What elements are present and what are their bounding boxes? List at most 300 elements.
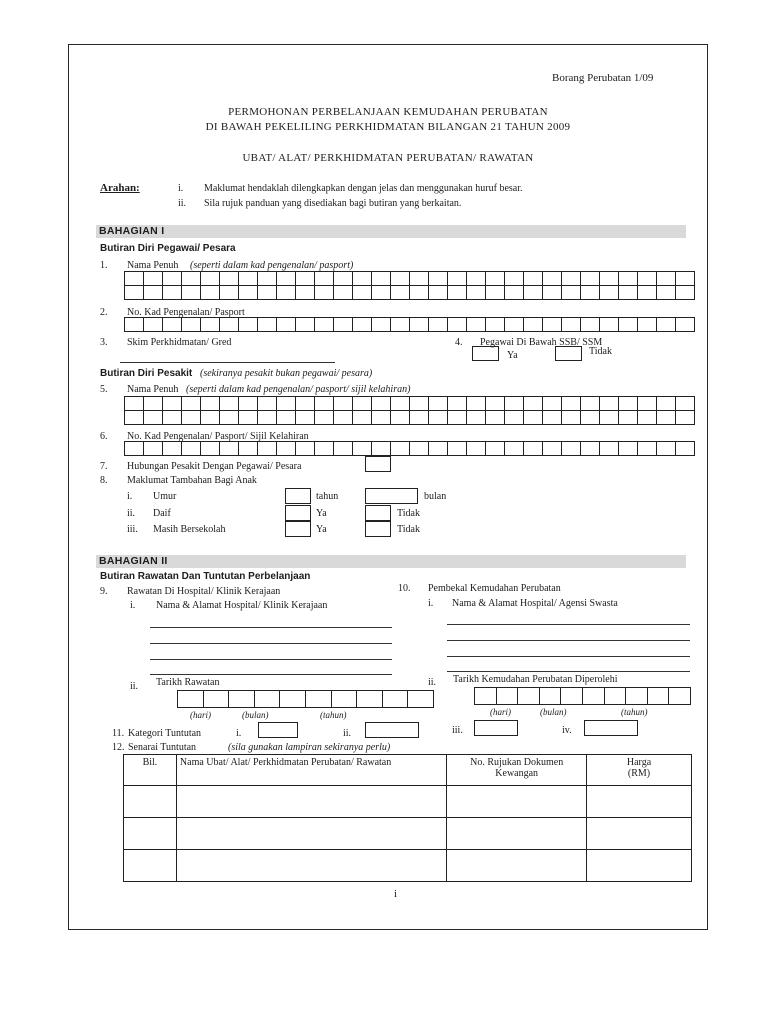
char-cell[interactable] (125, 272, 144, 286)
char-cell[interactable] (562, 286, 581, 300)
char-cell[interactable] (258, 286, 277, 300)
q12-hint: (sila gunakan lampiran sekiranya perlu) (228, 742, 391, 753)
char-cell[interactable] (182, 318, 201, 332)
age-years-box[interactable] (285, 488, 311, 504)
char-cell[interactable] (505, 286, 524, 300)
date-month-label: (bulan) (540, 707, 567, 717)
char-cell[interactable] (334, 442, 353, 456)
char-cell[interactable] (524, 411, 543, 425)
table-header-row (124, 755, 692, 786)
q8-label: Maklumat Tambahan Bagi Anak (127, 475, 257, 486)
char-cell[interactable] (543, 286, 562, 300)
instruction-text: Sila rujuk panduan yang disediakan bagi butiran yang berkaitan. (204, 198, 462, 209)
table-cell[interactable] (176, 850, 446, 882)
char-cell[interactable] (144, 286, 163, 300)
q10-label: Pembekal Kemudahan Perubatan (428, 583, 561, 594)
char-cell[interactable] (676, 286, 695, 300)
char-cell[interactable] (125, 318, 144, 332)
schooling-yes-checkbox[interactable] (285, 521, 311, 537)
q7-label: Hubungan Pesakit Dengan Pegawai/ Pesara (127, 461, 302, 472)
char-cell[interactable] (505, 442, 524, 456)
instructions-label: Arahan: (100, 182, 140, 194)
char-cell[interactable] (220, 318, 239, 332)
table-cell[interactable] (124, 850, 177, 882)
char-cell[interactable] (220, 411, 239, 425)
char-cell[interactable] (372, 318, 391, 332)
char-cell[interactable] (467, 411, 486, 425)
char-cell[interactable] (543, 318, 562, 332)
char-cell[interactable] (255, 691, 281, 708)
schooling-yes-label: Ya (316, 524, 327, 535)
char-cell[interactable] (543, 397, 562, 411)
q9-i-num: i. (130, 600, 136, 611)
char-cell[interactable] (277, 318, 296, 332)
q9-label: Rawatan Di Hospital/ Klinik Kerajaan (127, 586, 281, 597)
char-cell[interactable] (334, 286, 353, 300)
officer-name-grid[interactable] (124, 271, 695, 300)
char-cell[interactable] (201, 411, 220, 425)
category-ii-checkbox[interactable] (365, 722, 419, 738)
char-cell[interactable] (657, 442, 676, 456)
char-cell[interactable] (391, 272, 410, 286)
char-cell[interactable] (486, 272, 505, 286)
char-cell[interactable] (638, 442, 657, 456)
char-cell[interactable] (619, 286, 638, 300)
char-cell[interactable] (626, 688, 648, 705)
private-provider-line[interactable] (447, 656, 690, 657)
table-row (124, 850, 692, 882)
char-cell[interactable] (391, 397, 410, 411)
char-cell[interactable] (144, 318, 163, 332)
char-cell[interactable] (448, 442, 467, 456)
char-cell[interactable] (353, 442, 372, 456)
char-cell[interactable] (280, 691, 306, 708)
officer-heading: Butiran Diri Pegawai/ Pesara (100, 243, 236, 254)
char-cell[interactable] (648, 688, 670, 705)
char-cell[interactable] (505, 318, 524, 332)
char-cell[interactable] (581, 318, 600, 332)
q12-label: Senarai Tuntutan (128, 742, 197, 753)
char-cell[interactable] (475, 688, 497, 705)
char-cell[interactable] (125, 397, 144, 411)
char-cell[interactable] (467, 286, 486, 300)
char-cell[interactable] (372, 442, 391, 456)
char-cell[interactable] (619, 411, 638, 425)
char-cell[interactable] (410, 411, 429, 425)
char-cell[interactable] (315, 286, 334, 300)
form-title-line2: DI BAWAH PEKELILING PERKHIDMATAN BILANGAN 21 TAHUN 2009 (205, 121, 571, 133)
char-cell[interactable] (201, 397, 220, 411)
char-cell[interactable] (448, 397, 467, 411)
char-cell[interactable] (372, 286, 391, 300)
char-cell[interactable] (657, 397, 676, 411)
officer-ic-grid[interactable] (124, 317, 695, 332)
char-cell[interactable] (486, 411, 505, 425)
char-cell[interactable] (334, 318, 353, 332)
char-cell[interactable] (543, 442, 562, 456)
char-cell[interactable] (163, 318, 182, 332)
char-cell[interactable] (201, 272, 220, 286)
char-cell[interactable] (600, 272, 619, 286)
char-cell[interactable] (669, 688, 691, 705)
char-cell[interactable] (638, 397, 657, 411)
char-cell[interactable] (239, 442, 258, 456)
char-cell[interactable] (543, 272, 562, 286)
q1-label: Nama Penuh (127, 260, 179, 271)
char-cell[interactable] (524, 286, 543, 300)
instruction-num: i. (178, 183, 184, 194)
char-cell[interactable] (277, 442, 296, 456)
category-iv-checkbox[interactable] (584, 720, 638, 736)
char-cell[interactable] (619, 442, 638, 456)
char-cell[interactable] (296, 286, 315, 300)
table-row (124, 786, 692, 818)
char-cell[interactable] (581, 411, 600, 425)
char-cell[interactable] (410, 318, 429, 332)
char-cell[interactable] (562, 272, 581, 286)
char-cell[interactable] (163, 442, 182, 456)
char-cell[interactable] (258, 442, 277, 456)
char-cell[interactable] (391, 286, 410, 300)
form-title-line1: PERMOHONAN PERBELANJAAN KEMUDAHAN PERUBATAN (228, 106, 548, 118)
char-cell[interactable] (353, 411, 372, 425)
q8-item-label: Umur (153, 491, 177, 502)
char-cell[interactable] (540, 688, 562, 705)
char-cell[interactable] (239, 318, 258, 332)
char-cell[interactable] (467, 272, 486, 286)
claims-table (123, 754, 692, 882)
char-cell[interactable] (391, 411, 410, 425)
patient-ic-grid[interactable] (124, 441, 695, 456)
char-cell[interactable] (429, 397, 448, 411)
char-cell[interactable] (353, 318, 372, 332)
disabled-no-label: Tidak (397, 508, 420, 519)
char-cell[interactable] (448, 411, 467, 425)
char-cell[interactable] (201, 286, 220, 300)
char-cell[interactable] (220, 286, 239, 300)
char-cell[interactable] (125, 442, 144, 456)
char-cell[interactable] (353, 272, 372, 286)
char-cell[interactable] (163, 272, 182, 286)
char-cell[interactable] (182, 442, 201, 456)
char-cell[interactable] (239, 286, 258, 300)
char-cell[interactable] (315, 318, 334, 332)
table-cell[interactable] (447, 786, 587, 818)
char-cell[interactable] (581, 286, 600, 300)
char-cell[interactable] (334, 397, 353, 411)
char-cell[interactable] (306, 691, 332, 708)
char-cell[interactable] (524, 442, 543, 456)
section-header: BAHAGIAN II (99, 555, 168, 567)
char-cell[interactable] (182, 411, 201, 425)
q8-item-num: iii. (127, 524, 138, 535)
char-cell[interactable] (581, 442, 600, 456)
char-cell[interactable] (277, 272, 296, 286)
char-cell[interactable] (657, 318, 676, 332)
q10-i-num: i. (428, 598, 434, 609)
char-cell[interactable] (332, 691, 358, 708)
char-cell[interactable] (524, 397, 543, 411)
char-cell[interactable] (296, 442, 315, 456)
category-iii-checkbox[interactable] (474, 720, 518, 736)
char-cell[interactable] (277, 286, 296, 300)
private-provider-line[interactable] (447, 640, 690, 641)
q6-label: No. Kad Pengenalan/ Pasport/ Sijil Kelahiran (127, 431, 309, 442)
char-cell[interactable] (505, 411, 524, 425)
char-cell[interactable] (220, 272, 239, 286)
patient-hint: (sekiranya pesakit bukan pegawai/ pesara) (200, 368, 373, 379)
char-cell[interactable] (676, 442, 695, 456)
table-cell[interactable] (176, 818, 446, 850)
table-cell[interactable] (124, 818, 177, 850)
char-cell[interactable] (357, 691, 383, 708)
date-year-label: (tahun) (621, 707, 648, 717)
char-cell[interactable] (429, 272, 448, 286)
char-cell[interactable] (125, 286, 144, 300)
disabled-yes-checkbox[interactable] (285, 505, 311, 521)
q8-item-label: Daif (153, 508, 171, 519)
char-cell[interactable] (204, 691, 230, 708)
char-cell[interactable] (277, 411, 296, 425)
char-cell[interactable] (410, 397, 429, 411)
q9-i-label: Nama & Alamat Hospital/ Klinik Kerajaan (156, 600, 328, 611)
char-cell[interactable] (676, 397, 695, 411)
q3-answer-line[interactable] (120, 362, 335, 363)
char-cell[interactable] (334, 411, 353, 425)
char-cell[interactable] (334, 272, 353, 286)
char-cell[interactable] (239, 272, 258, 286)
char-cell[interactable] (505, 272, 524, 286)
char-cell[interactable] (410, 272, 429, 286)
schooling-no-label: Tidak (397, 524, 420, 535)
char-cell[interactable] (201, 442, 220, 456)
table-cell[interactable] (587, 818, 692, 850)
date-month-label: (bulan) (242, 710, 269, 720)
char-cell[interactable] (448, 318, 467, 332)
category-option-label: ii. (343, 728, 352, 739)
char-cell[interactable] (562, 397, 581, 411)
char-cell[interactable] (429, 442, 448, 456)
char-cell[interactable] (239, 411, 258, 425)
char-cell[interactable] (448, 286, 467, 300)
char-cell[interactable] (657, 411, 676, 425)
table-cell[interactable] (124, 786, 177, 818)
char-cell[interactable] (486, 286, 505, 300)
char-cell[interactable] (296, 411, 315, 425)
gov-hospital-line[interactable] (150, 674, 392, 675)
char-cell[interactable] (258, 272, 277, 286)
char-cell[interactable] (144, 397, 163, 411)
q8-item-label: Masih Bersekolah (153, 524, 226, 535)
gov-hospital-line[interactable] (150, 643, 392, 644)
char-cell[interactable] (315, 411, 334, 425)
disabled-yes-label: Ya (316, 508, 327, 519)
table-cell[interactable] (447, 850, 587, 882)
char-cell[interactable] (467, 442, 486, 456)
char-cell[interactable] (429, 318, 448, 332)
char-cell[interactable] (467, 318, 486, 332)
char-cell[interactable] (182, 286, 201, 300)
char-cell[interactable] (383, 691, 409, 708)
char-cell[interactable] (429, 286, 448, 300)
table-cell[interactable] (587, 850, 692, 882)
char-cell[interactable] (583, 688, 605, 705)
question-number: 6. (100, 431, 108, 442)
char-cell[interactable] (372, 272, 391, 286)
char-cell[interactable] (676, 272, 695, 286)
char-cell[interactable] (163, 286, 182, 300)
patient-heading: Butiran Diri Pesakit (100, 368, 193, 379)
char-cell[interactable] (144, 411, 163, 425)
char-cell[interactable] (638, 411, 657, 425)
char-cell[interactable] (543, 411, 562, 425)
q8-item-num: i. (127, 491, 133, 502)
char-cell[interactable] (524, 318, 543, 332)
char-cell[interactable] (600, 318, 619, 332)
char-cell[interactable] (201, 318, 220, 332)
q5-label: Nama Penuh (127, 384, 179, 395)
q11-label: Kategori Tuntutan (128, 728, 202, 739)
q4-no-checkbox[interactable] (555, 346, 582, 361)
question-number: 3. (100, 337, 108, 348)
char-cell[interactable] (315, 272, 334, 286)
char-cell[interactable] (562, 318, 581, 332)
char-cell[interactable] (258, 397, 277, 411)
q10-ii-num: ii. (428, 677, 437, 688)
char-cell[interactable] (182, 272, 201, 286)
char-cell[interactable] (486, 442, 505, 456)
instruction-num: ii. (178, 198, 187, 209)
char-cell[interactable] (239, 397, 258, 411)
char-cell[interactable] (619, 318, 638, 332)
char-cell[interactable] (486, 318, 505, 332)
char-cell[interactable] (220, 397, 239, 411)
table-cell[interactable] (587, 786, 692, 818)
char-cell[interactable] (258, 318, 277, 332)
char-cell[interactable] (600, 411, 619, 425)
char-cell[interactable] (315, 397, 334, 411)
char-cell[interactable] (638, 286, 657, 300)
char-cell[interactable] (277, 397, 296, 411)
char-cell[interactable] (296, 318, 315, 332)
char-cell[interactable] (605, 688, 627, 705)
date-day-label: (hari) (490, 707, 511, 717)
q2-label: No. Kad Pengenalan/ Pasport (127, 307, 245, 318)
char-cell[interactable] (657, 272, 676, 286)
disabled-no-checkbox[interactable] (365, 505, 391, 521)
char-cell[interactable] (296, 272, 315, 286)
private-provider-line[interactable] (447, 671, 690, 672)
char-cell[interactable] (410, 442, 429, 456)
category-i-checkbox[interactable] (258, 722, 298, 738)
char-cell[interactable] (353, 286, 372, 300)
column-header: Bil. (124, 755, 177, 786)
age-months-label: bulan (424, 491, 447, 502)
char-cell[interactable] (391, 442, 410, 456)
char-cell[interactable] (657, 286, 676, 300)
char-cell[interactable] (229, 691, 255, 708)
q10-ii-label: Tarikh Kemudahan Perubatan Diperolehi (453, 674, 618, 685)
char-cell[interactable] (372, 411, 391, 425)
char-cell[interactable] (144, 272, 163, 286)
char-cell[interactable] (410, 286, 429, 300)
q4-yes-checkbox[interactable] (472, 346, 499, 361)
char-cell[interactable] (619, 397, 638, 411)
column-header: No. Rujukan Dokumen Kewangan (447, 755, 587, 786)
patient-name-grid[interactable] (124, 396, 695, 425)
gov-hospital-line[interactable] (150, 659, 392, 660)
char-cell[interactable] (676, 411, 695, 425)
age-years-label: tahun (316, 491, 339, 502)
date-year-label: (tahun) (320, 710, 347, 720)
category-option-label: iv. (562, 725, 572, 736)
char-cell[interactable] (638, 272, 657, 286)
char-cell[interactable] (600, 442, 619, 456)
char-cell[interactable] (163, 397, 182, 411)
char-cell[interactable] (315, 442, 334, 456)
gov-hospital-line[interactable] (150, 627, 392, 628)
char-cell[interactable] (182, 397, 201, 411)
char-cell[interactable] (562, 442, 581, 456)
section-header: BAHAGIAN I (99, 225, 165, 237)
char-cell[interactable] (296, 397, 315, 411)
char-cell[interactable] (600, 397, 619, 411)
char-cell[interactable] (676, 318, 695, 332)
char-cell[interactable] (408, 691, 434, 708)
supply-date-grid[interactable] (474, 687, 691, 705)
treatment-date-grid[interactable] (177, 690, 434, 708)
char-cell[interactable] (391, 318, 410, 332)
q9-ii-num: ii. (130, 681, 139, 692)
char-cell[interactable] (125, 411, 144, 425)
question-number: 1. (100, 260, 108, 271)
q4-label: Pegawai Di Bawah SSB/ SSM (480, 337, 603, 348)
char-cell[interactable] (581, 272, 600, 286)
table-row (124, 818, 692, 850)
schooling-no-checkbox[interactable] (365, 521, 391, 537)
char-cell[interactable] (178, 691, 204, 708)
private-provider-line[interactable] (447, 624, 690, 625)
char-cell[interactable] (144, 442, 163, 456)
column-header: Harga (RM) (587, 755, 692, 786)
form-subtitle: UBAT/ ALAT/ PERKHIDMATAN PERUBATAN/ RAWATAN (242, 152, 534, 164)
table-cell[interactable] (447, 818, 587, 850)
char-cell[interactable] (518, 688, 540, 705)
char-cell[interactable] (429, 411, 448, 425)
char-cell[interactable] (258, 411, 277, 425)
char-cell[interactable] (619, 272, 638, 286)
char-cell[interactable] (372, 397, 391, 411)
char-cell[interactable] (448, 272, 467, 286)
char-cell[interactable] (600, 286, 619, 300)
char-cell[interactable] (353, 397, 372, 411)
char-cell[interactable] (562, 411, 581, 425)
char-cell[interactable] (497, 688, 519, 705)
char-cell[interactable] (163, 411, 182, 425)
table-cell[interactable] (176, 786, 446, 818)
char-cell[interactable] (467, 397, 486, 411)
char-cell[interactable] (561, 688, 583, 705)
char-cell[interactable] (581, 397, 600, 411)
char-cell[interactable] (220, 442, 239, 456)
section-header-bar (96, 225, 686, 238)
char-cell[interactable] (638, 318, 657, 332)
char-cell[interactable] (505, 397, 524, 411)
age-months-box[interactable] (365, 488, 418, 504)
char-cell[interactable] (524, 272, 543, 286)
relationship-box[interactable] (365, 456, 391, 472)
char-cell[interactable] (486, 397, 505, 411)
